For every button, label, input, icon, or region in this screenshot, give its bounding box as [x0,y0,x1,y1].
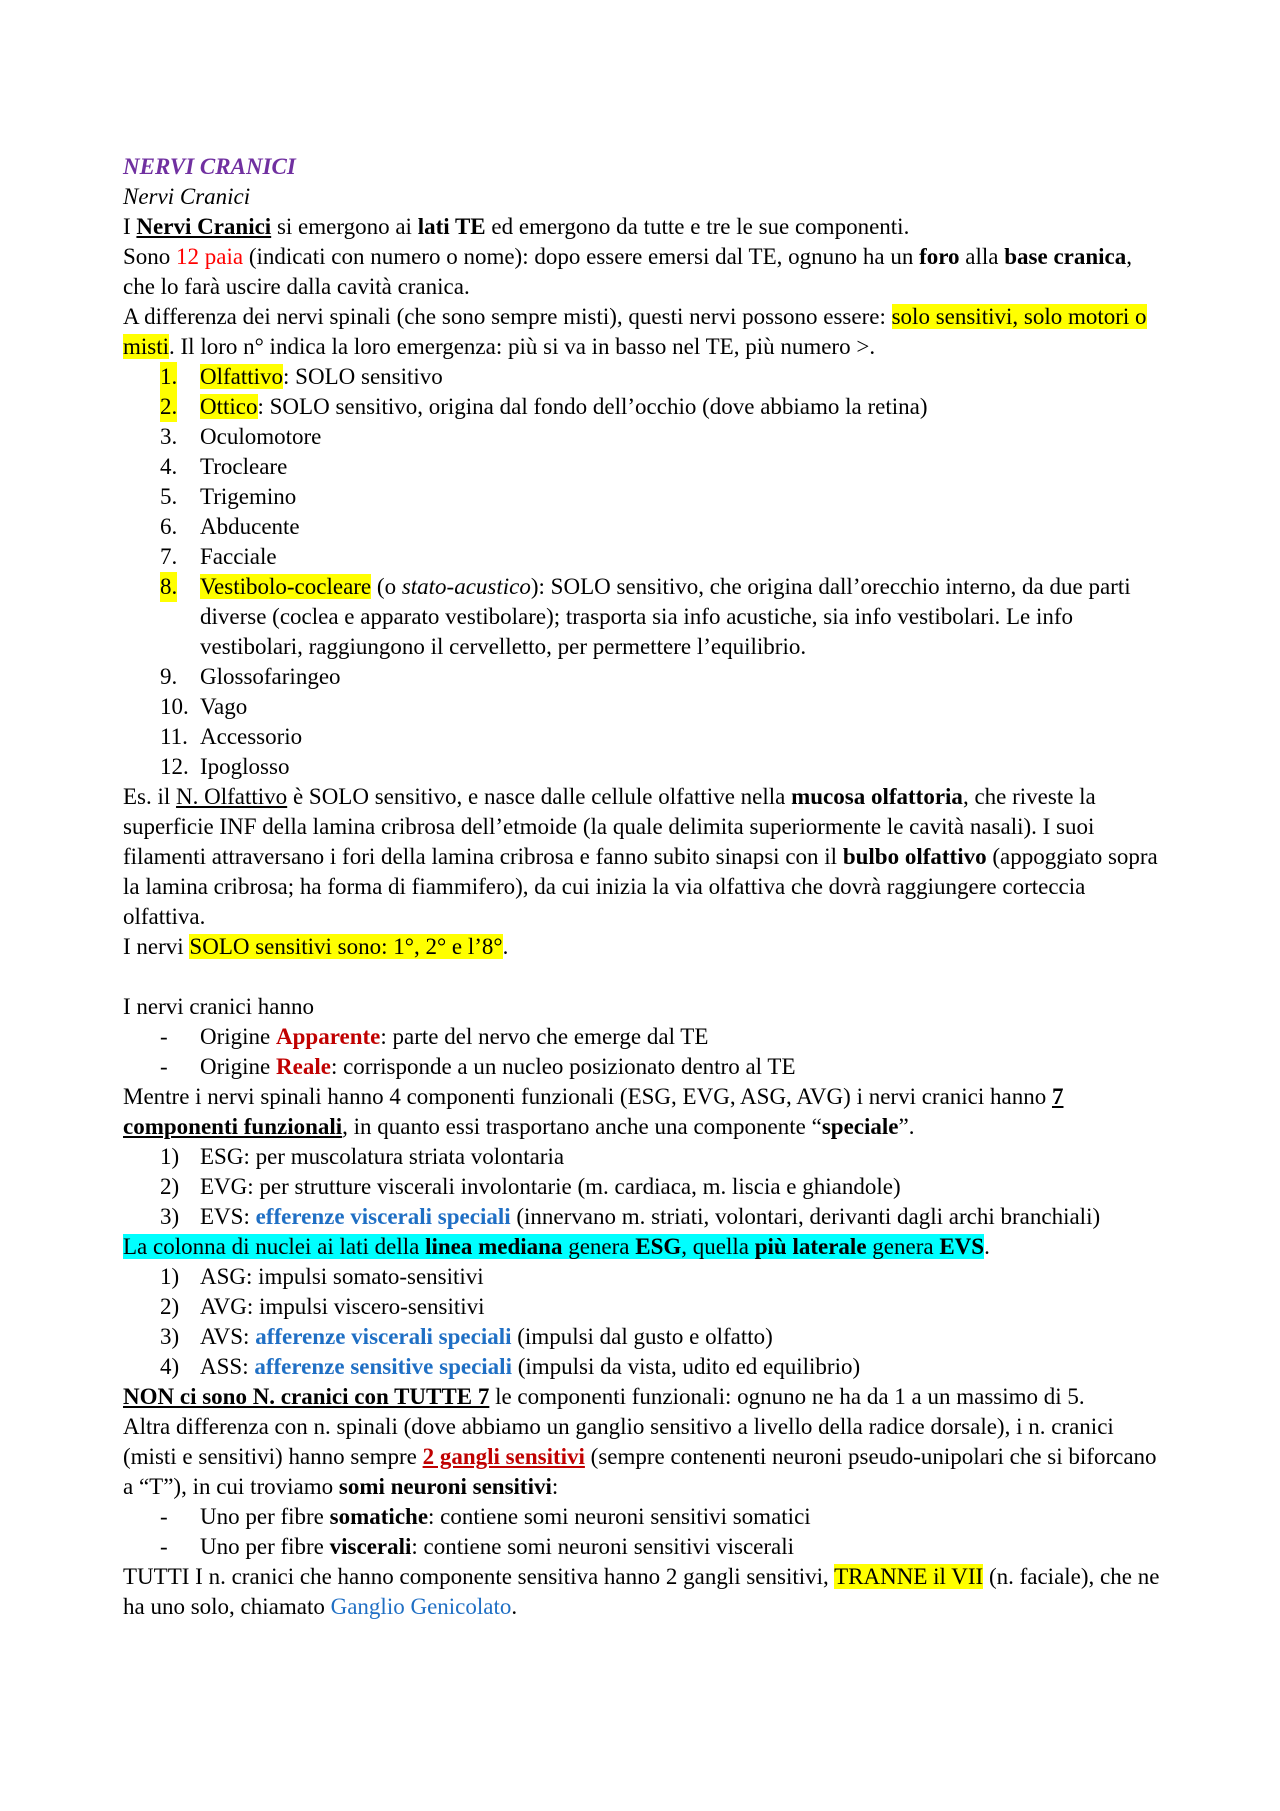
list-item: 2) EVG: per strutture viscerali involontarie (m. cardiaca, m. liscia e ghiandole) [160,1174,901,1199]
list-item: 7. Facciale [160,544,277,569]
nuclei-column-paragraph: La colonna di nuclei ai lati della linea mediana genera ESG, quella più laterale genera EVS. [123,1234,990,1259]
efferent-components-list [123,1142,1168,1232]
cranial-nerves-list [123,362,1168,782]
intro-paragraph-3: A differenza dei nervi spinali (che sono sempre misti), questi nervi possono essere: solo sensitivi, solo motori o misti. Il loro n° indica la loro emergenza: più si va in basso nel TE, più numero >. [123,304,1147,359]
document-title: NERVI CRANICI [123,154,296,179]
intro-paragraph-2: Sono 12 paia (indicati con numero o nome): dopo essere emersi dal TE, ognuno ha un foro alla base cranica, che lo farà uscire dalla cavità cranica. [123,244,1133,299]
list-item: 4. Trocleare [160,454,288,479]
no-all-components-paragraph: NON ci sono N. cranici con TUTTE 7 le componenti funzionali: ognuno ne ha da 1 a un massimo di 5. [123,1384,1085,1409]
origins-intro: I nervi cranici hanno [123,994,314,1019]
list-item: - Origine Reale: corrisponde a un nucleo posizionato dentro al TE [160,1054,796,1079]
document-page [123,152,1168,1622]
list-item: 1. Olfattivo: SOLO sensitivo [123,362,1168,392]
list-item: 1) ASG: impulsi somato-sensitivi [160,1264,484,1289]
blank-line [123,962,1168,992]
list-item: - Origine Apparente: parte del nervo che emerge dal TE [160,1024,709,1049]
afferent-components-list [123,1262,1168,1382]
list-item: 11. Accessorio [160,724,303,749]
list-item: 2. Ottico: SOLO sensitivo, origina dal fondo dell’occhio (dove abbiamo la retina) [123,392,1168,422]
list-item: 9. Glossofaringeo [160,664,341,689]
ganglia-paragraph: Altra differenza con n. spinali (dove abbiamo un ganglio sensitivo a livello della radice dorsale), i n. cranici (misti e sensitivi) hanno sempre 2 gangli sensitivi (sempre contenenti neuroni pseudo-unipolari che si biforcano a “T”), in cui troviamo somi neuroni sensitivi: [123,1414,1157,1499]
sensory-only-paragraph: I nervi SOLO sensitivi sono: 1°, 2° e l’8°. [123,934,509,959]
fibers-list [123,1502,1168,1562]
components-paragraph: Mentre i nervi spinali hanno 4 componenti funzionali (ESG, EVG, ASG, AVG) i nervi cranici hanno 7 componenti funzionali, in quanto essi trasportano anche una componente “speciale”. [123,1084,1064,1139]
list-item: 10. Vago [160,694,248,719]
list-item: 4) ASS: afferenze sensitive speciali (impulsi da vista, udito ed equilibrio) [160,1354,861,1379]
intro-paragraph-1: I Nervi Cranici si emergono ai lati TE ed emergono da tutte e tre le sue componenti. [123,214,910,239]
list-item: 12. Ipoglosso [160,754,290,779]
origins-list [123,1022,1168,1082]
list-item: 8. Vestibolo-cocleare (o stato-acustico): SOLO sensitivo, che origina dall’orecchio interno, da due parti diverse (coclea e apparato vestibolare); trasporta sia info acustiche, sia info vestibolari. Le info vestibolari, raggiungono il cervelletto, per permettere l’equilibrio. [160,574,1131,659]
list-item: 3) EVS: efferenze viscerali speciali (innervano m. striati, volontari, derivanti dagli archi branchiali) [160,1204,1101,1229]
list-item: 6. Abducente [160,514,300,539]
list-item: 2) AVG: impulsi viscero-sensitivi [160,1294,485,1319]
list-item: 3. Oculomotore [160,424,322,449]
list-item: - Uno per fibre viscerali: contiene somi neuroni sensitivi viscerali [160,1534,795,1559]
list-item: 1) ESG: per muscolatura striata volontaria [160,1144,565,1169]
list-item: - Uno per fibre somatiche: contiene somi neuroni sensitivi somatici [160,1504,811,1529]
olfactory-paragraph: Es. il N. Olfattivo è SOLO sensitivo, e nasce dalle cellule olfattive nella mucosa olfattoria, che riveste la superficie INF della lamina cribrosa dell’etmoide (la quale delimita superiormente le cavità nasali). I suoi filamenti attraversano i fori della lamina cribrosa e fanno subito sinapsi con il bulbo olfattivo (appoggiato sopra la lamina cribrosa; ha forma di fiammifero), da cui inizia la via olfattiva che dovrà raggiungere corteccia olfattiva. [123,784,1158,929]
list-item: 5. Trigemino [160,484,297,509]
document-subtitle: Nervi Cranici [123,184,251,209]
list-item: 3) AVS: afferenze viscerali speciali (impulsi dal gusto e olfatto) [160,1324,773,1349]
final-paragraph: TUTTI I n. cranici che hanno componente sensitiva hanno 2 gangli sensitivi, TRANNE il VII (n. faciale), che ne ha uno solo, chiamato Ganglio Genicolato. [123,1564,1160,1619]
